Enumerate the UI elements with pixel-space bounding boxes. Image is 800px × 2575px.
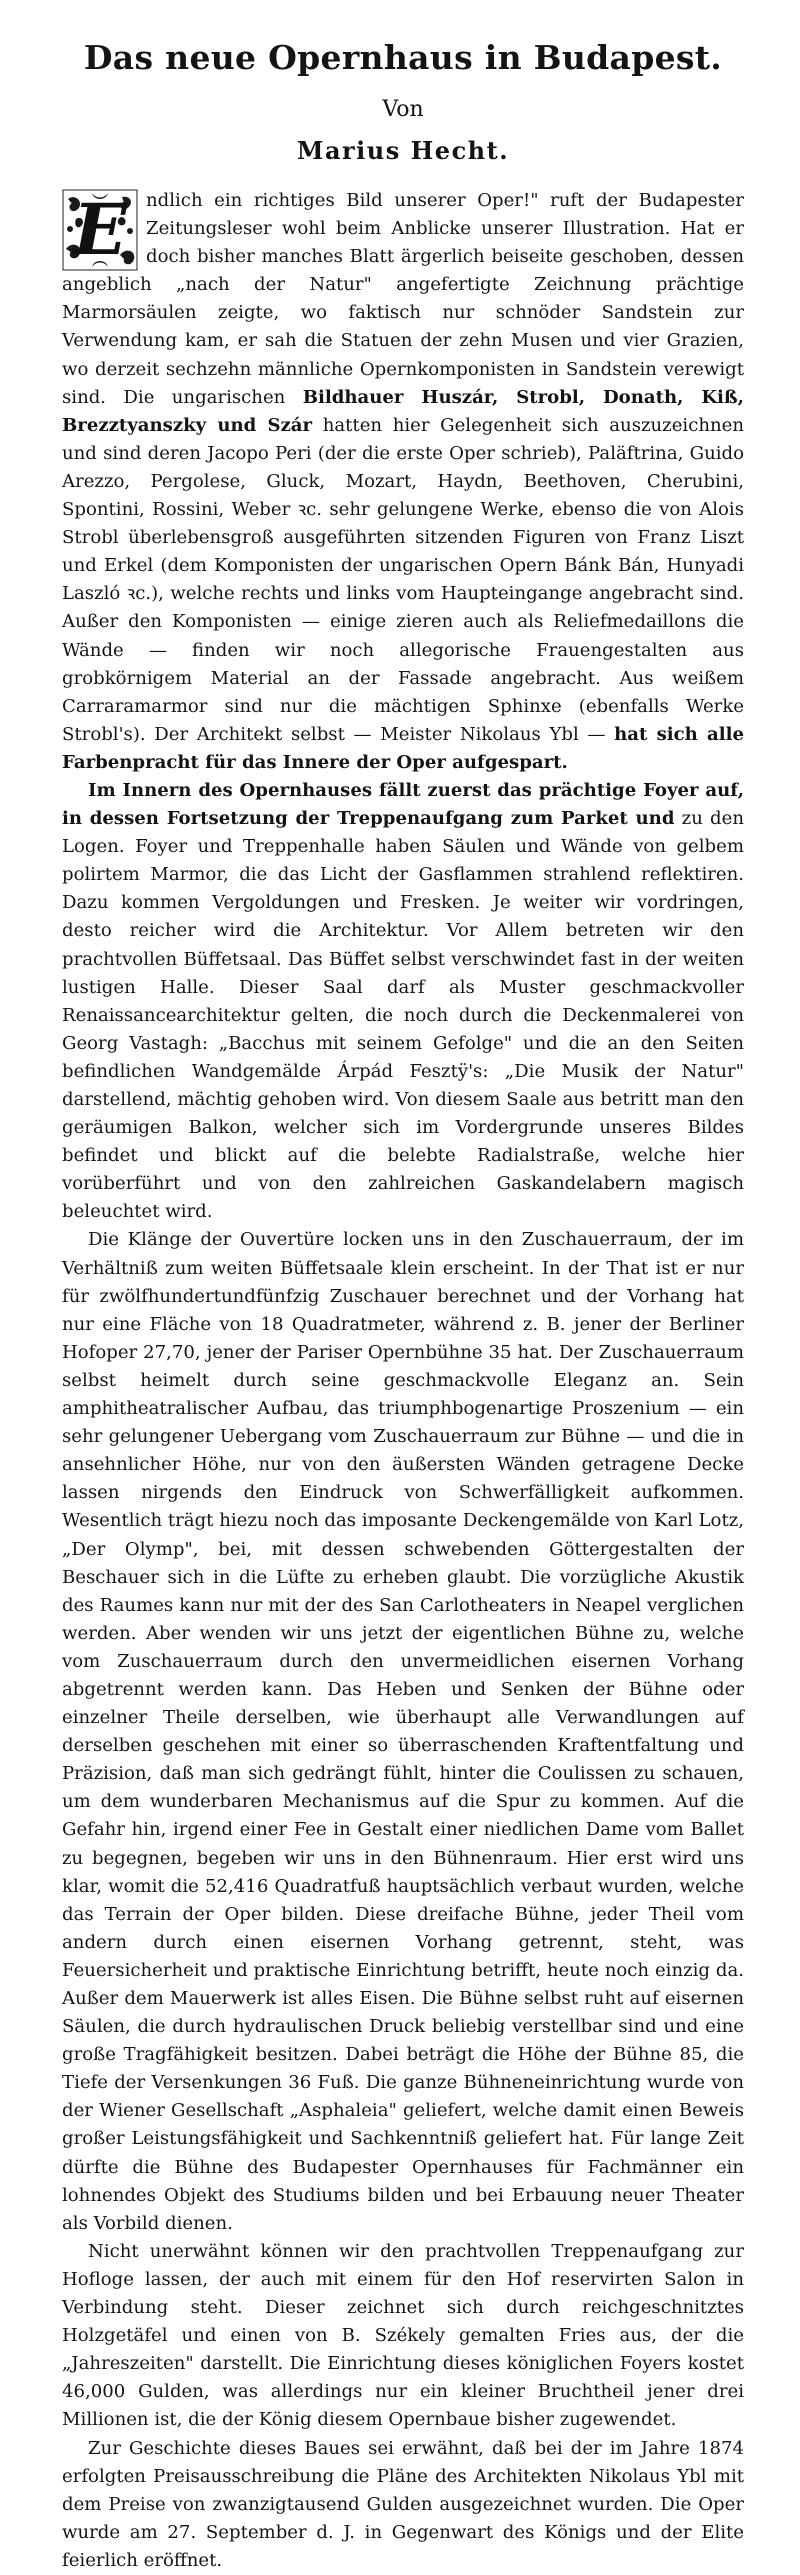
paragraph-4: Nicht unerwähnt können wir den prachtvollen Treppenaufgang zur Hofloge lassen, der auch mit einem für den Hof reservirten Salon in Verbindung steht. Dieser zeichnet sich durch reichgeschnitztes Holzgetäfel und einen von B. Székely gemalten Fries aus, der die „Jahreszeiten" darstellt. Die Einrichtung dieses königlichen Foyers kostet 46,000 Gulden, was allerdings nur ein kleiner Bruchtheil jener drei Millionen ist, die der König diesem Opernbaue bisher zugewendet.: [62, 2240, 744, 2431]
paragraph-5: Zur Geschichte dieses Baues sei erwähnt, daß bei der im Jahre 1874 erfolgten Preisausschreibung die Pläne des Architekten Nikolaus Ybl mit dem Preise von zwanzigtausend Gulden ausgezeichnet wurden. Die Oper wurde am 27. September d. J. in Gegenwart des Königs und der Elite feierlich eröffnet.: [62, 2437, 744, 2571]
paragraph-2: [62, 777, 744, 1227]
paragraph-1-bold-end: hat sich alle Farbenpracht für das Innere der Oper aufgespart.: [62, 723, 744, 773]
initial-letter: E: [73, 188, 127, 271]
paragraph-1-text-cont: hatten hier Gelegenheit sich auszuzeichnen und sind deren Jacopo Peri (der die erste Oper schrieb), Paläftrina, Guido Arezzo, Pergolese, Gluck, Mozart, Haydn, Beethoven, Cherubini, Spontini, Rossini, Weber ꝛc. sehr gelungene Werke, ebenso die von Alois Strobl überlebensgroß ausgeführten sitzenden Figuren von Franz Liszt und Erkel (dem Komponisten der ungarischen Opern Bánk Bán, Hunyadi Laszló ꝛc.), welche rechts und links vom Haupteingange angebracht sind. Außer den Komponisten — einige zieren auch als Reliefmedaillons die Wände — finden wir noch allegorische Frauengestalten aus grobkörnigem Material an der Fassade angebracht. Aus weißem Carraramarmor sind nur die mächtigen Sphinxe (ebenfalls Werke Strobl's). Der Architekt selbst — Meister Nikolaus Ybl —: [62, 414, 745, 745]
paragraph-1-bold-sculptors: Bildhauer Huszár, Strobl, Donath, Kiß, Brezztyanszky und Szár: [62, 386, 744, 436]
article-title: Das neue Opernhaus in Budapest.: [83, 38, 723, 77]
paragraph-1: [62, 187, 744, 777]
ornamental-initial-icon: [62, 189, 138, 271]
author-name: Marius Hecht.: [296, 136, 510, 165]
paragraph-1-text: ndlich ein richtiges Bild unserer Oper!" ruft der Budapester Zeitungsleser wohl beim Anblicke unserer Illustration. Hat er doch bisher manches Blatt ärgerlich beiseite geschoben, dessen angeblich „nach der Natur" angefertigte Zeichnung prächtige Marmorsäulen zeigte, wo faktisch nur schnöder Sandstein zur Verwendung kam, er sah die Statuen der zehn Musen und vier Grazien, wo derzeit sechzehn männliche Opernkomponisten in Sandstein verewigt sind. Die ungarischen: [62, 190, 744, 408]
paragraph-2-text: zu den Logen. Foyer und Treppenhalle haben Säulen und Wände von gelbem polirtem Marmor, die das Licht der Gasflammen strahlend reflektiren. Dazu kommen Vergoldungen und Fresken. Je weiter wir vordringen, desto reicher wird die Architektur. Vor Allem betreten wir den prachtvollen Büffetsaal. Das Büffet selbst verschwindet fast in der weiten lustigen Halle. Dieser Saal darf als Muster geschmackvoller Renaissancearchitektur gelten, die noch durch die Deckenmalerei von Georg Vastagh: „Bacchus mit seinem Gefolge" und die an den Seiten befindlichen Wandgemälde Árpád Fesztÿ's: „Die Musik der Natur" darstellend, mächtig gehoben wird. Von diesem Saale aus betritt man den geräumigen Balkon, welcher sich im Vordergrunde unseres Bildes befindet und blickt auf die belebte Radialstraße, welche hier vorüberführt und von den zahlreichen Gaskandelabern magisch beleuchtet wird.: [62, 808, 744, 1223]
byline: Von: [382, 97, 424, 122]
paragraph-2-bold-lead: Im Innern des Opernhauses fällt zuerst das prächtige Foyer auf, in dessen Fortsetzung der Treppenaufgang zum Parket und: [62, 779, 744, 830]
paragraph-3: Die Klänge der Ouvertüre locken uns in den Zuschauerraum, der im Verhältniß zum weiten Büffetsaale klein erscheint. In der That ist er nur für zwölfhundertundfünfzig Zuschauer berechnet und der Vorhang hat nur eine Fläche von 18 Quadratmeter, während z. B. jener der Berliner Hofoper 27,70, jener der Pariser Opernbühne 35 hat. Der Zuschauerraum selbst heimelt durch seine geschmackvolle Eleganz an. Sein amphitheatralischer Aufbau, das triumphbogenartige Proszenium — ein sehr gelungener Uebergang vom Zuschauerraum zur Bühne — und die in ansehnlicher Höhe, nur von den äußersten Wänden getragene Decke lassen nirgends den Eindruck von Schwerfälligkeit aufkommen. Wesentlich trägt hiezu noch das imposante Deckengemälde von Karl Lotz, „Der Olymp", bei, mit dessen schwebenden Göttergestalten der Beschauer sich in die Lüfte zu erheben glaubt. Die vorzügliche Akustik des Raumes kann nur mit der des San Carlotheaters in Neapel verglichen werden. Aber wenden wir uns jetzt der eigentlichen Bühne zu, welche vom Zuschauerraum durch den unvermeidlichen eisernen Vorhang abgetrennt werden kann. Das Heben und Senken der Bühne oder einzelner Theile derselben, wie überhaupt alle Verwandlungen auf derselben geschehen mit einer so überraschenden Kraftentfaltung und Präzision, daß man sich gedrängt fühlt, hinter die Coulissen zu schauen, um dem wunderbaren Mechanismus auf die Spur zu kommen. Auf die Gefahr hin, irgend einer Fee in Gestalt einer niedlichen Dame vom Ballet zu begegnen, begeben wir uns in den Bühnenraum. Hier erst wird uns klar, womit die 52,416 Quadratfuß hauptsächlich verbaut wurden, welche das Terrain der Oper bilden. Diese dreifache Bühne, jeder Theil vom andern durch einen eisernen Vorhang getrennt, steht, was Feuersicherheit und praktische Einrichtung betrifft, heute noch einzig da. Außer dem Mauerwerk ist alles Eisen. Die Bühne selbst ruht auf eisernen Säulen, die durch hydraulischen Druck beliebig verstellbar sind und eine große Tragfähigkeit besitzen. Dabei beträgt die Höhe der Bühne 85, die Tiefe der Versenkungen 36 Fuß. Die ganze Bühneneinrichtung wurde von der Wiener Gesellschaft „Asphaleia" geliefert, welche damit einen Beweis großer Leistungsfähigkeit und Sachkenntniß geliefert hat. Für lange Zeit dürfte die Bühne des Budapester Opernhauses für Fachmänner ein lohnendes Objekt des Studiums bilden und bei Erbauung neuer Theater als Vorbild dienen.: [62, 1229, 744, 2234]
